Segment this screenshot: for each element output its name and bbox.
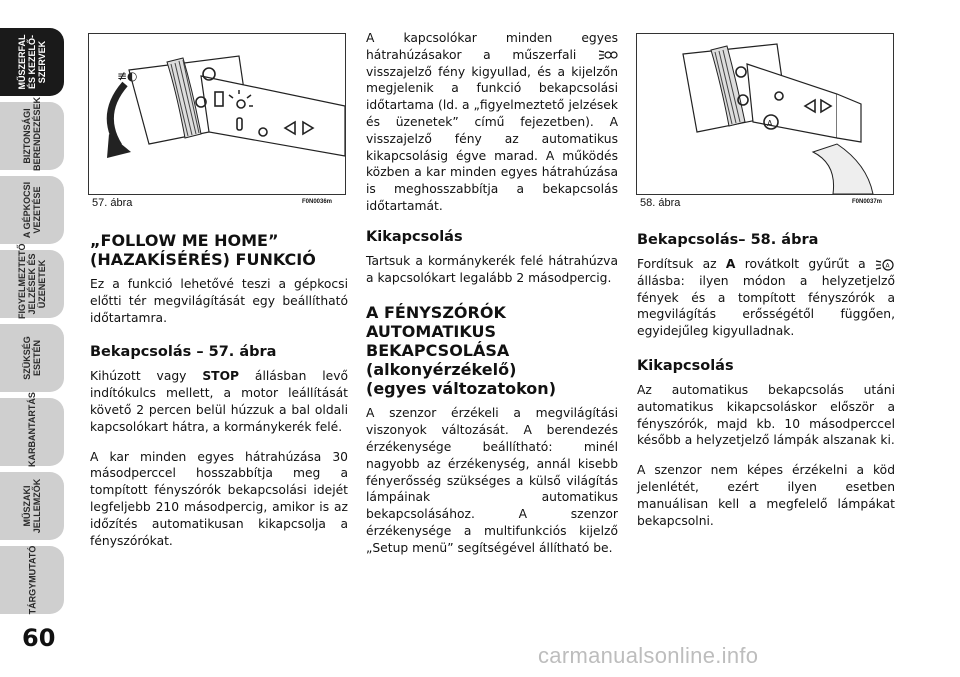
tab-label: MŰSZERFAL ÉS KEZELŐ- SZERVEK (17, 34, 47, 90)
watermark: carmanualsonline.info (538, 643, 759, 668)
tab-biztonsagi[interactable] (0, 96, 64, 171)
text: állásban levő indítókulcs mellett, a motor leállítását követő 2 percen belül húzzuk a bal oldali kapcsolókart hátra, a kormánykerék felé. (90, 369, 349, 434)
intro-paragraph: Ez a funkció lehetővé teszi a gépkocsi előtti tér megvilágítását egy beállítható időtartamra. (90, 277, 348, 325)
svg-text:≢◐: ≢◐ (117, 69, 138, 83)
paragraph: A szenzor érzékeli a megvilágítási viszonyok változását. A berendezés érzékenysége beállítható: minél nagyobb az érzékenység, annál kisebb fényerősség szükséges a külső világítás lámpáinak automatikus bekapcsolásához. A szenzor érzékenysége a multifunkciós kijelző „Setup menü” segítségével állítható be. (366, 406, 618, 555)
figure-58-caption: 58. ábra (640, 197, 681, 209)
bold-text: A (725, 257, 736, 271)
paragraph: Az automatikus bekapcsolás utáni automatikus kikapcsoláskor először a fényszórók, majd kb. 10 másodperccel később a helyzetjelző lámpák alszanak ki. (637, 382, 895, 448)
svg-text:A: A (767, 119, 773, 128)
subheading-kikapcsolas: Kikapcsolás (366, 228, 463, 245)
tab-figyelmezteto[interactable] (0, 243, 64, 319)
paragraph: Tartsuk a kormánykerék felé hátrahúzva a kapcsolókart legalább 2 másodpercig. (366, 253, 618, 285)
tab-karbantartas[interactable] (0, 392, 64, 467)
subheading-bekapcsolas-57: Bekapcsolás – 57. ábra (90, 344, 277, 361)
title-line: „FOLLOW ME HOME” (90, 231, 279, 250)
text: Kihúzott vagy (90, 369, 203, 384)
subheading-kikapcsolas-auto: Kikapcsolás (637, 357, 734, 374)
tab-label: FIGYELMEZTETŐ JELZÉSEK ÉS ÜZENETEK (17, 243, 47, 319)
figure-57-code: F0N0036m (302, 199, 333, 205)
column-middle (366, 30, 618, 557)
tab-szukseg[interactable] (0, 324, 64, 392)
light-switch-stalk-illustration (89, 34, 345, 194)
page-number: 60 (22, 624, 56, 652)
tab-targymutato[interactable] (0, 546, 64, 614)
tab-label: KARBANTARTÁS (27, 392, 37, 467)
text: visszajelző fény kigyullad, és a kijelzőn megjelenik a funkció bekapcsolási időtartama (ld. a „figyelmeztető jelzések és üzenetek” című fejezetben). A visszajelző fény az automatikus kikapcsolásig égve marad. A működés közben a kar minden egyes hátrahúzása is meghosszabbítja a bekapcsolás időtartamát. (366, 64, 618, 213)
tab-label: A GÉPKOCSI VEZETÉSE (22, 181, 42, 239)
text: állásba: ilyen módon a helyzetjelző fények és a tompított fényszórók a megvilágítás erősségétől függően, egyidejűleg kigyulladnak. (637, 273, 895, 339)
section-title-follow-me-home (90, 231, 348, 269)
paragraph: A kar minden egyes hátrahúzása 30 másodperccel hosszabbítja meg a tompított fényszórók bekapcsolási idejét legfeljebb 210 másodpercig, amikor is az időzítés automatikusan kikapcsolja a fényszórókat. (90, 449, 348, 548)
paragraph (90, 368, 348, 435)
follow-me-home-indicator-icon (598, 49, 618, 61)
tab-vezetes[interactable] (0, 176, 64, 244)
light-switch-stalk-sensor-illustration (637, 34, 893, 194)
title-line: (egyes változatokon) (366, 379, 556, 399)
bold-text: STOP (202, 369, 240, 384)
auto-light-sensor-icon (875, 259, 895, 271)
tab-label: BIZTONSÁGI BERENDEZÉSEK (22, 96, 42, 171)
figure-57-caption: 57. ábra (92, 197, 133, 209)
subheading-bekapcsolas-58: Bekapcsolás– 58. ábra (637, 232, 819, 248)
column-left (90, 231, 348, 549)
title-line: (alkonyérzékelő) (366, 360, 517, 380)
paragraph (637, 256, 895, 340)
figure-58-code: F0N0037m (852, 199, 883, 205)
title-line: BEKAPCSOLÁSA (366, 341, 510, 361)
tab-label: MŰSZAKI JELLEMZŐK (22, 478, 42, 534)
figure-58 (636, 33, 894, 195)
tab-label: TÁRGYMUTATÓ (27, 545, 37, 615)
title-line: AUTOMATIKUS (366, 322, 496, 342)
paragraph: A szenzor nem képes érzékelni a köd jelenlétét, ezért ilyen esetben manuálisan kell a megfelelő lámpákat bekapcsolni. (637, 463, 895, 528)
figure-57 (88, 33, 346, 195)
text: A kapcsolókar minden egyes hátrahúzásakor a műszerfali (366, 31, 618, 62)
text: Fordítsuk az (637, 257, 726, 271)
paragraph (366, 30, 618, 215)
column-right (637, 231, 895, 529)
tab-label: SZÜKSÉG ESETÉN (22, 336, 42, 380)
section-title-auto-headlights (366, 303, 618, 398)
tab-muszerfal[interactable] (0, 28, 64, 96)
title-line: (HAZAKÍSÉRÉS) FUNKCIÓ (90, 250, 316, 269)
text: rovátkolt gyűrűt a (735, 257, 866, 271)
tab-muszaki[interactable] (0, 472, 64, 540)
title-line: A FÉNYSZÓRÓK (366, 303, 506, 323)
svg-text:A: A (885, 262, 890, 269)
